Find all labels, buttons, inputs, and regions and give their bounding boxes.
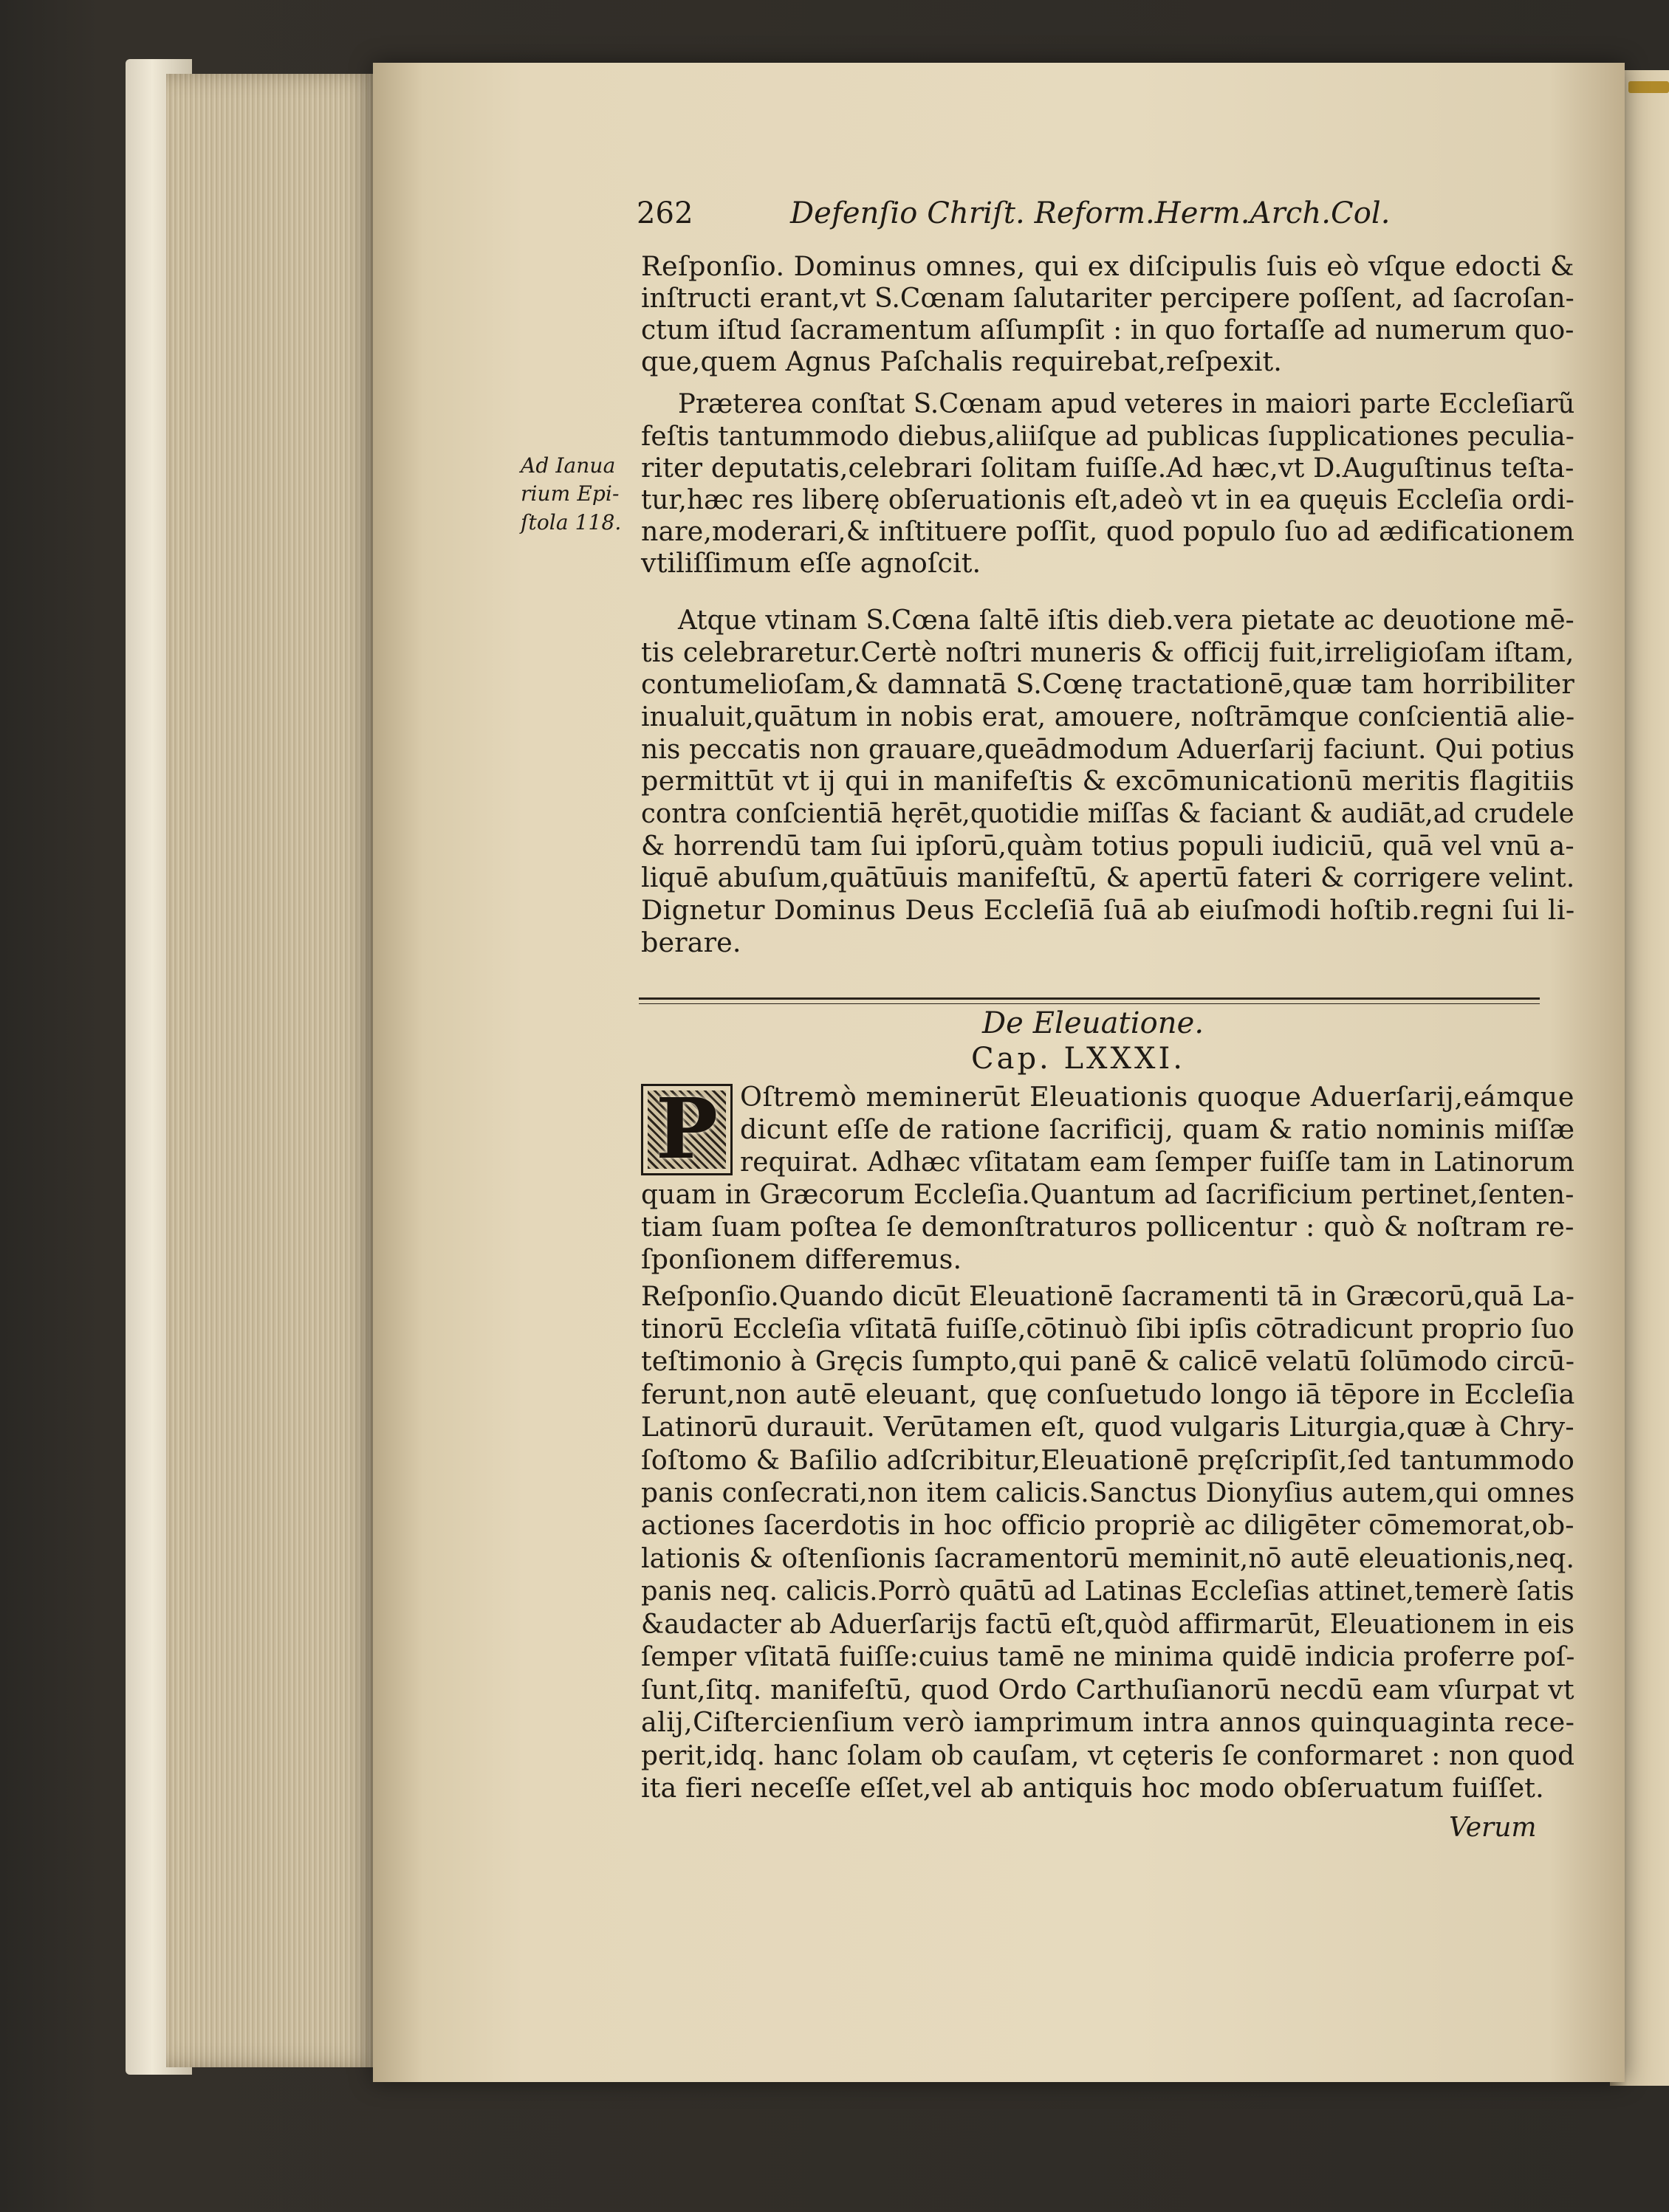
text-line: contumelioſam,& damnatā S.Cœnę tractationē,quæ tam horribiliter — [641, 668, 1574, 700]
initial-letter: P — [655, 1084, 719, 1175]
text-line: vtiliſſimum eſſe agnoſcit. — [641, 547, 981, 579]
text-line: inſtructi erant,vt S.Cœnam ſalutariter percipere poſſent, ad ſacroſan- — [641, 282, 1574, 314]
decorated-initial — [641, 1084, 733, 1175]
text-line: permittūt vt ij qui in manifeſtis & excōmunicationū meritis flagitiis — [641, 765, 1575, 797]
text-line: Dignetur Dominus Deus Eccleſiā ſuā ab eiuſmodi hoſtib.regni ſui li- — [641, 894, 1575, 926]
page-number: 262 — [637, 196, 693, 230]
text-line: ita fieri neceſſe eſſet,vel ab antiquis hoc modo obſeruatum fuiſſet. — [641, 1772, 1544, 1804]
text-line: panis neq. calicis.Porrò quātū ad Latinas Eccleſias attinet,temerè ſatis — [641, 1575, 1574, 1607]
text-line: inualuit,quātum in nobis erat, amouere, noſtrāmque conſcientiā alie- — [641, 701, 1575, 732]
text-line: riter deputatis,celebrari ſolitam fuiſſe.Ad hæc,vt D.Auguſtinus teſta- — [641, 452, 1574, 484]
text-line: contra conſcientiā hęrēt,quotidie miſſas & faciant & audiāt,ad crudele — [641, 797, 1574, 829]
text-line: tiam ſuam poſtea ſe demonſtraturos pollicentur : quò & noſtram re- — [641, 1211, 1574, 1243]
text-line: Reſponſio. Dominus omnes, qui ex diſcipulis ſuis eò vſque edocti & — [641, 250, 1575, 282]
running-title: Defenſio Chriſt. Reform.Herm.Arch.Col. — [790, 196, 1391, 230]
text-line: nis peccatis non grauare,queādmodum Aduerſarij faciunt. Qui potius — [641, 733, 1575, 765]
text-line: ctum iſtud ſacramentum aſſumpſit : in quo fortaſſe ad numerum quo- — [641, 314, 1574, 346]
text-line: actiones ſacerdotis in hoc officio propriè ac diligēter cōmemorat,ob- — [641, 1509, 1574, 1541]
text-line: & horrendū tam ſui ipſorū,quàm totius populi iudiciū, quā vel vnū a- — [641, 830, 1574, 862]
divider-rule — [639, 1003, 1540, 1004]
text-line: teſtimonio à Gręcis ſumpto,qui panē & calicē velatū ſolūmodo circū- — [641, 1345, 1575, 1377]
text-line: ſemper vſitatā fuiſſe:cuius tamē ne minima quidē indicia proferre poſ- — [641, 1641, 1575, 1672]
text-line: Præterea conſtat S.Cœnam apud veteres in maiori parte Eccleſiarũ — [678, 388, 1575, 419]
text-line: Latinorū durauit. Verūtamen eſt, quod vulgaris Liturgia,quæ à Chry- — [641, 1411, 1574, 1443]
text-line: Atque vtinam S.Cœna ſaltē iſtis dieb.vera pietate ac deuotione mē- — [678, 604, 1574, 636]
divider-rule — [639, 997, 1540, 1000]
section-title: De Eleuatione. — [982, 1006, 1204, 1040]
text-line: tinorū Eccleſia vſitatā fuiſſe,cōtinuò ſibi ipſis cōtradicunt proprio ſuo — [641, 1313, 1574, 1344]
text-line: tur,hæc res liberę obſeruationis eſt,adeò vt in ea quęuis Eccleſia ordi- — [641, 484, 1575, 515]
text-line: ferunt,non autē eleuant, quę conſuetudo longo iā tēpore in Eccleſia — [641, 1378, 1575, 1410]
text-line: tis celebraretur.Certè noſtri muneris & officij fuit,irreligioſam iſtam, — [641, 636, 1574, 668]
text-line: berare. — [641, 927, 741, 958]
text-line: liquē abuſum,quātūuis manifeſtū, & apertū fateri & corrigere velint. — [641, 862, 1575, 893]
text-line: feſtis tantummodo diebus,aliiſque ad publicas ſupplicationes peculia- — [641, 420, 1574, 452]
text-line: quam in Græcorum Eccleſia.Quantum ad ſacrificium pertinet,ſenten- — [641, 1178, 1574, 1210]
text-line: que,quem Agnus Paſchalis requirebat,reſpexit. — [641, 346, 1283, 377]
text-line: perit,idq. hanc ſolam ob cauſam, vt cęteris ſe conformaret : non quod — [641, 1739, 1575, 1771]
catchword: Verum — [1449, 1813, 1537, 1843]
text-line: panis conſecrati,non item calicis.Sanctus Dionyſius autem,qui omnes — [641, 1477, 1575, 1508]
text-line: Oſtremò meminerūt Eleuationis quoque Aduerſarij,eámque — [740, 1081, 1575, 1113]
text-line: ſunt,ſitq. manifeſtū, quod Ordo Carthuſianorū necdū eam vſurpat vt — [641, 1674, 1574, 1706]
text-line: nare,moderari,& inſtituere poſſit, quod populo ſuo ad ædificationem — [641, 515, 1574, 547]
margin-note-line: Ad Ianua — [521, 453, 616, 478]
text-line: Reſponſio.Quando dicūt Eleuationē ſacramenti tā in Græcorū,quā La- — [641, 1280, 1575, 1312]
text-line: ſoſtomo & Baſilio adſcribitur,Eleuationē pręſcripſit,ſed tantummodo — [641, 1444, 1575, 1476]
chapter-heading: Cap. LXXXI. — [971, 1042, 1185, 1076]
text-line: requirat. Adhæc vſitatam eam ſemper fuiſſe tam in Latinorum — [740, 1146, 1575, 1178]
text-line: lationis & oſtenſionis ſacramentorū meminit,nō autē eleuationis,neq. — [641, 1542, 1575, 1574]
text-line: &audacter ab Aduerſarijs factū eſt,quòd affirmarūt, Eleuationem in eis — [641, 1608, 1575, 1640]
margin-note-line: ſtola 118. — [521, 510, 622, 535]
margin-note-line: rium Epi- — [521, 481, 620, 506]
text-line: dicunt eſſe de ratione ſacrificij, quam & ratio nominis miſſæ — [740, 1113, 1575, 1145]
text-line: ſponſionem differemus. — [641, 1243, 962, 1275]
text-line: alij,Ciſtercienſium verò iamprimum intra annos quinquaginta rece- — [641, 1706, 1575, 1738]
